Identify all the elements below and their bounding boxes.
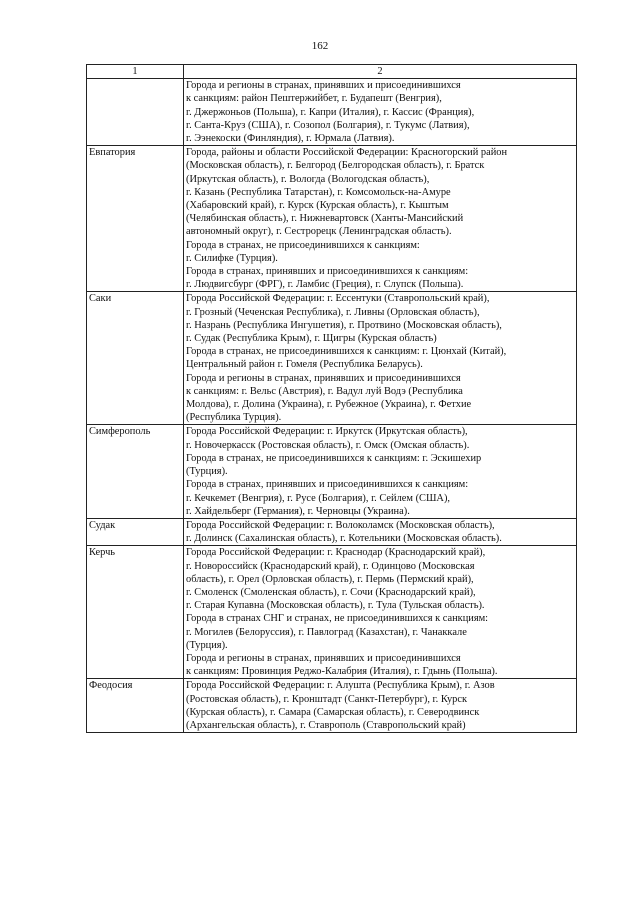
text-line: Города Российской Федерации: г. Алушта (Республика Крым), г. Азов [186,680,495,692]
text-line: г. Назрань (Республика Ингушетия), г. Протвино (Московская область), [186,319,502,331]
text-line: г. Джержоньов (Польша), г. Капри (Италия), г. Кассис (Франция), [186,106,475,118]
text-line: г. Смоленск (Смоленская область), г. Сочи (Краснодарский край), [186,586,476,598]
text-line: Города Российской Федерации: г. Иркутск (Иркутская область), [186,426,468,438]
city-name: Феодосия [87,679,184,733]
text-line: (Курская область), г. Самара (Самарская область), г. Северодвинск [186,706,480,718]
text-line: Города и регионы в странах, принявших и присоединившихся [186,372,461,384]
text-line: Города в странах, не присоединившихся к санкциям: г. Эскишехир [186,452,482,464]
text-line: Города в странах, принявших и присоединившихся к санкциям: [186,266,469,278]
city-name: Керчь [87,546,184,679]
text-line: Города Российской Федерации: г. Волоколамск (Московская область), [186,519,495,531]
text-line: (Турция). [186,639,228,651]
text-line: г. Долинск (Сахалинская область), г. Котельники (Московская область). [186,533,502,545]
text-line: г. Санта-Круз (США), г. Созопол (Болгария), г. Тукумс (Латвия), [186,119,470,131]
partner-cities [184,79,577,146]
text-line: автономный округ), г. Сестрорецк (Ленинградская область). [186,226,452,238]
text-line: г. Ээнекоски (Финляндия), г. Юрмала (Латвия). [186,133,395,145]
text-line: (Челябинская область), г. Нижневартовск (Ханты-Мансийский [186,213,464,225]
text-line: Города и регионы в странах, принявших и присоединившихся [186,80,461,92]
text-line: (Архангельская область), г. Ставрополь (Ставропольский край) [186,719,466,731]
text-line: Города в странах СНГ и странах, не присоединившихся к санкциям: [186,613,489,625]
cities-table [86,64,577,733]
text-line: Города Российской Федерации: г. Краснодар (Краснодарский край), [186,547,486,559]
partner-cities [184,679,577,733]
text-line: Центральный район г. Гомеля (Республика Беларусь). [186,359,423,371]
text-line: (Хабаровский край), г. Курск (Курская область), г. Кыштым [186,200,449,212]
text-line: г. Хайдельберг (Германия), г. Черновцы (Украина). [186,505,410,517]
text-line: г. Могилев (Белоруссия), г. Павлоград (Казахстан), г. Чанаккале [186,626,467,638]
text-line: г. Людвигсбург (ФРГ), г. Ламбис (Греция), г. Слупск (Польша). [186,279,464,291]
text-line: г. Казань (Республика Татарстан), г. Комсомольск-на-Амуре [186,186,451,198]
text-line: Города в странах, не присоединившихся к санкциям: г. Цюнхай (Китай), [186,346,507,358]
column-header-2: 2 [184,65,577,79]
city-name: Симферополь [87,425,184,518]
table-row [87,518,577,545]
text-line: Города в странах, не присоединившихся к санкциям: [186,239,420,251]
city-name: Евпатория [87,146,184,292]
city-name: Саки [87,292,184,425]
text-line: к санкциям: Провинция Реджо-Калабрия (Италия), г. Гдынь (Польша). [186,666,498,678]
column-header-1: 1 [87,65,184,79]
text-line: Молдова), г. Долина (Украина), г. Рубежное (Украина), г. Фетхие [186,399,472,411]
text-line: г. Судак (Республика Крым), г. Щигры (Курская область) [186,333,437,345]
city-name [87,79,184,146]
text-line: к санкциям: г. Вельс (Австрия), г. Вадул луй Водэ (Республика [186,385,463,397]
table-row [87,146,577,292]
table-row [87,679,577,733]
text-line: г. Новочеркасск (Ростовская область), г. Омск (Омская область). [186,439,470,451]
partner-cities [184,292,577,425]
table-row [87,292,577,425]
table-header-row [87,65,577,79]
text-line: (Иркутская область), г. Вологда (Вологодская область), [186,173,430,185]
text-line: (Ростовская область), г. Кронштадт (Санкт-Петербург), г. Курск [186,693,468,705]
text-line: Города в странах, принявших и присоединившихся к санкциям: [186,479,469,491]
text-line: (Республика Турция). [186,412,282,424]
text-line: Города Российской Федерации: г. Ессентуки (Ставропольский край), [186,293,490,305]
partner-cities [184,546,577,679]
table-row [87,546,577,679]
text-line: область), г. Орел (Орловская область), г. Пермь (Пермский край), [186,573,474,585]
city-name: Судак [87,518,184,545]
text-line: г. Грозный (Чеченская Республика), г. Ливны (Орловская область), [186,306,480,318]
text-line: к санкциям: район Пештержийбет, г. Будапешт (Венгрия), [186,93,442,105]
text-line: г. Старая Купавна (Московская область), г. Тула (Тульская область). [186,600,485,612]
partner-cities [184,146,577,292]
text-line: г. Кечкемет (Венгрия), г. Русе (Болгария), г. Сейлем (США), [186,492,450,504]
table-row [87,425,577,518]
page-number: 162 [311,40,329,52]
text-line: (Московская область), г. Белгород (Белгородская область), г. Братск [186,160,485,172]
table-row [87,79,577,146]
text-line: Города и регионы в странах, принявших и присоединившихся [186,652,461,664]
text-line: г. Новороссийск (Краснодарский край), г. Одинцово (Московская [186,560,475,572]
table-body [87,79,577,733]
text-line: г. Силифке (Турция). [186,252,278,264]
partner-cities [184,425,577,518]
text-line: Города, районы и области Российской Федерации: Красногорский район [186,147,508,159]
text-line: (Турция). [186,466,228,478]
partner-cities [184,518,577,545]
